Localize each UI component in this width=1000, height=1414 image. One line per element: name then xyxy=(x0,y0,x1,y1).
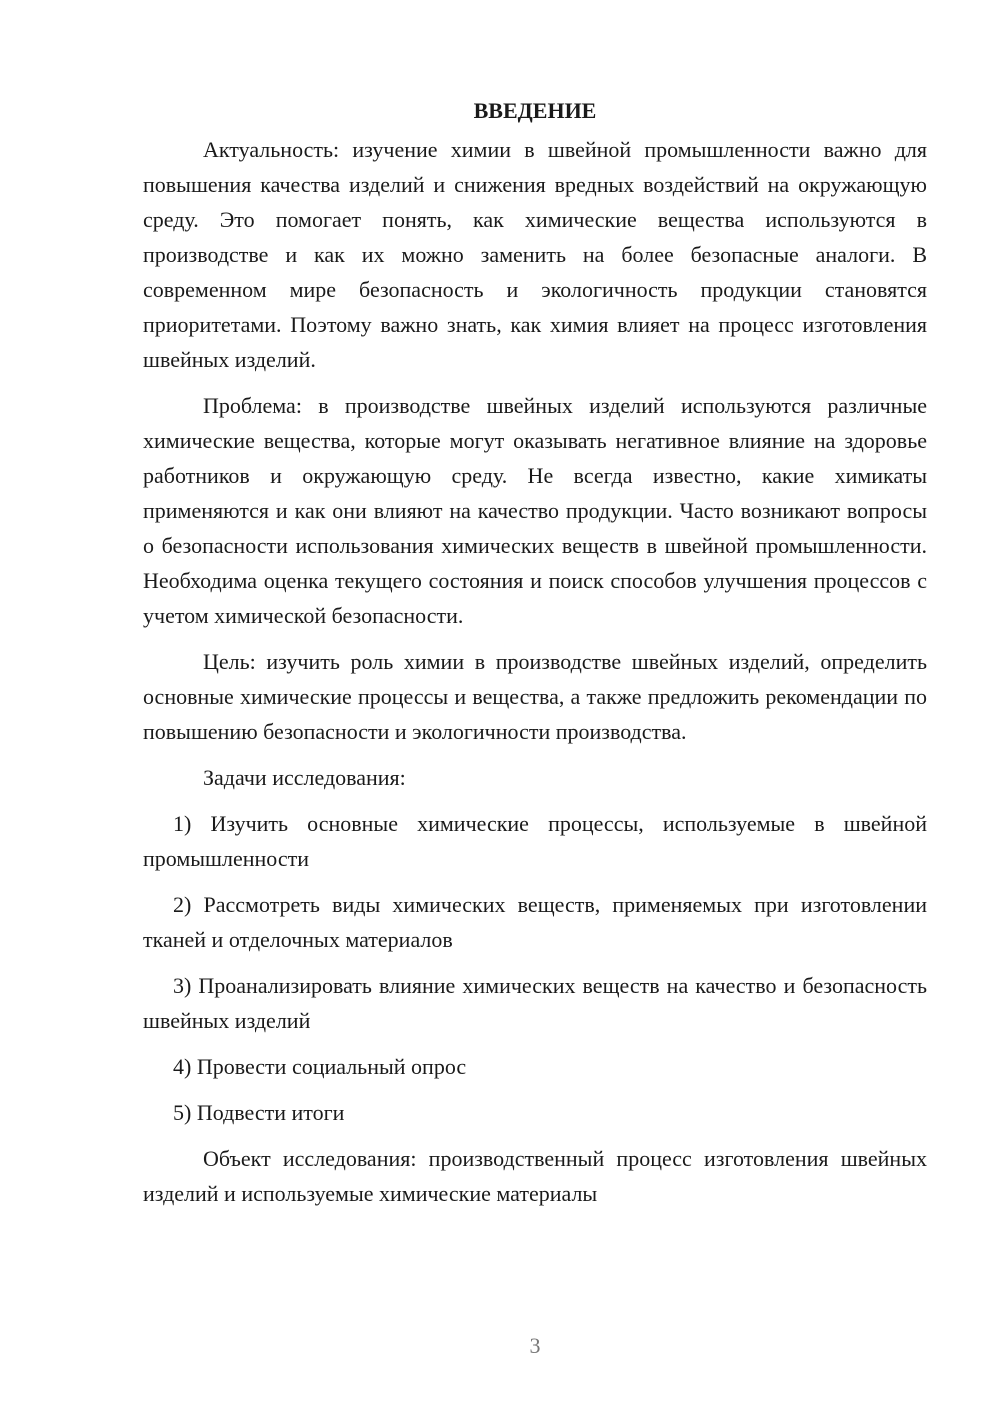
tasks-title: Задачи исследования: xyxy=(203,765,406,790)
tasks-list xyxy=(143,806,927,1130)
list-item: 2) Рассмотреть виды химических веществ, применяемых при изготовлении тканей и отделочных материалов xyxy=(143,892,927,952)
page-number: 3 xyxy=(529,1333,541,1358)
list-item: 4) Провести социальный опрос xyxy=(173,1054,467,1079)
list-item: 3) Проанализировать влияние химических веществ на качество и безопасность швейных изделий xyxy=(143,973,927,1033)
paragraph-problem: Проблема: в производстве швейных изделий используются различные химические вещества, которые могут оказывать негативное влияние на здоровье работников и окружающую среду. Не всегда известно, какие химикаты применяются и как они влияют на качество продукции. Часто возникают вопросы о безопасности использования химических веществ в швейной промышленности. Необходима оценка текущего состояния и поиск способов улучшения процессов с учетом химической безопасности. xyxy=(143,393,927,628)
section-heading: ВВЕДЕНИЕ xyxy=(473,98,597,123)
paragraph-object: Объект исследования: производственный процесс изготовления швейных изделий и используемые химические материалы xyxy=(143,1146,927,1206)
list-item: 1) Изучить основные химические процессы, используемые в швейной промышленности xyxy=(143,811,927,871)
page-content xyxy=(143,93,927,1222)
paragraph-goal: Цель: изучить роль химии в производстве швейных изделий, определить основные химические процессы и вещества, а также предложить рекомендации по повышению безопасности и экологичности производства. xyxy=(143,649,927,744)
paragraph-relevance: Актуальность: изучение химии в швейной промышленности важно для повышения качества изделий и снижения вредных воздействий на окружающую среду. Это помогает понять, как химические вещества используются в производстве и как их можно заменить на более безопасные аналоги. В современном мире безопасность и экологичность продукции становятся приоритетами. Поэтому важно знать, как химия влияет на процесс изготовления швейных изделий. xyxy=(143,137,927,372)
list-item: 5) Подвести итоги xyxy=(173,1100,345,1125)
